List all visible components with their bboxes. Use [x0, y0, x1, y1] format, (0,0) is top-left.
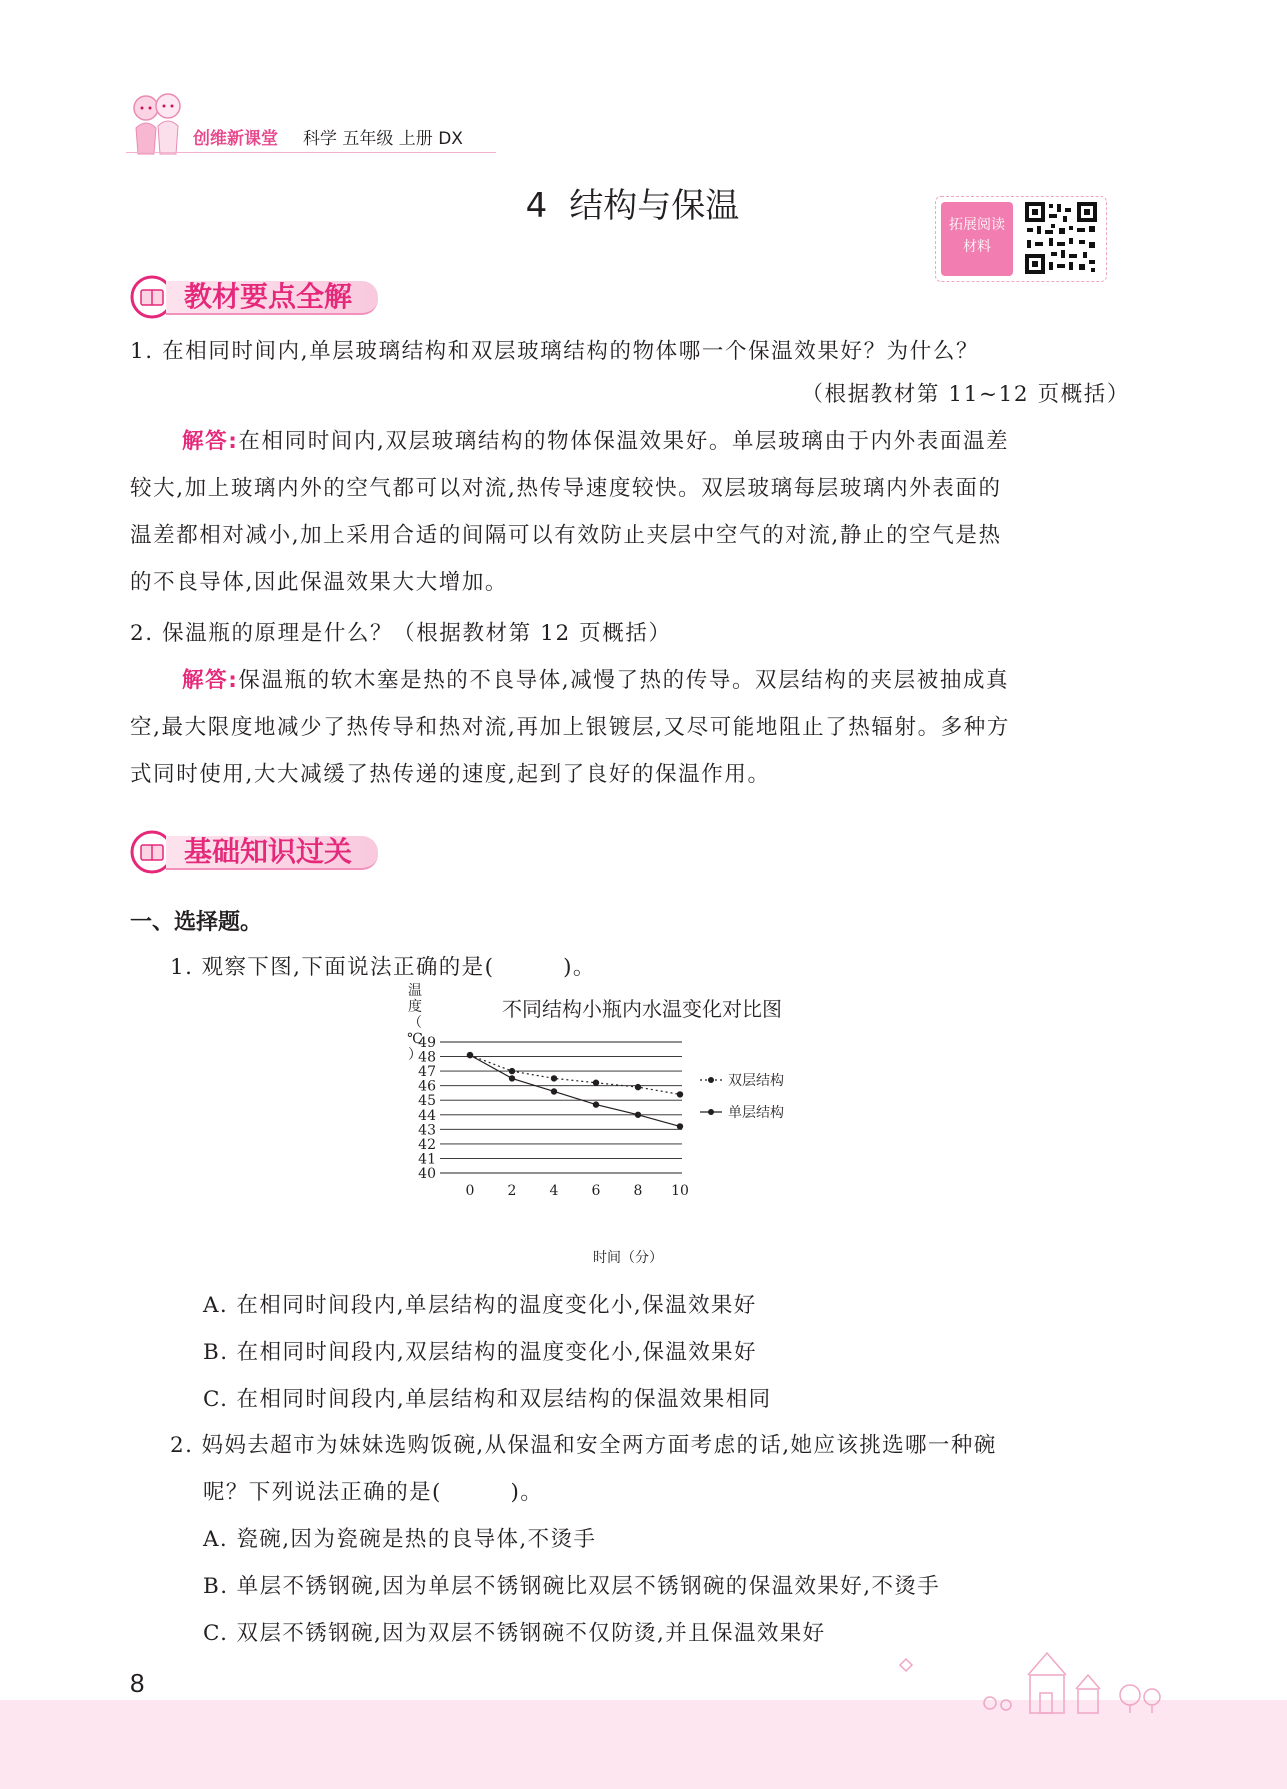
y-tick-label: 44 — [418, 1107, 436, 1124]
brand-name: 创维新课堂 — [193, 129, 278, 149]
question-text: 2. 保温瓶的原理是什么？（根据教材第 12 页概括） — [130, 621, 672, 646]
data-point — [593, 1101, 599, 1107]
y-tick-label: 48 — [418, 1049, 436, 1066]
legend-label: 单层结构 — [728, 1105, 784, 1121]
y-tick-label: 41 — [418, 1151, 436, 1168]
temperature-chart — [407, 983, 930, 1275]
option-c[interactable]: C. 双层不锈钢碗,因为双层不锈钢碗不仅防烫,并且保温效果好 — [203, 1621, 826, 1646]
answer-line: 式同时使用,大大减缓了热传递的速度,起到了良好的保温作用。 — [130, 762, 771, 787]
y-tick-label: 40 — [418, 1166, 436, 1182]
data-point — [551, 1075, 557, 1081]
chart-title: 不同结构小瓶内水温变化对比图 — [502, 997, 782, 1021]
data-point — [509, 1068, 515, 1074]
qr-label-line2: 材料 — [963, 239, 991, 255]
option-b[interactable]: B. 在相同时间段内,双层结构的温度变化小,保温效果好 — [203, 1340, 757, 1365]
question-source: （根据教材第 11~12 页概括） — [801, 382, 1130, 407]
x-tick-label: 10 — [671, 1183, 689, 1199]
option-b[interactable]: B. 单层不锈钢碗,因为单层不锈钢碗比双层不锈钢碗的保温效果好,不烫手 — [203, 1574, 941, 1599]
x-tick-label: 8 — [633, 1183, 643, 1199]
data-point — [551, 1088, 557, 1094]
x-tick-label: 0 — [465, 1183, 475, 1199]
page-number: 8 — [130, 1668, 145, 1698]
answer-line: 在相同时间内,双层玻璃结构的物体保温效果好。单层玻璃由于内外表面温差 — [238, 429, 1010, 454]
question-stem: 2. 妈妈去超市为妹妹选购饭碗,从保温和安全两方面考虑的话,她应该挑选哪一种碗 — [170, 1433, 997, 1458]
y-tick-label: 46 — [418, 1078, 436, 1095]
y-tick-label: 43 — [418, 1122, 436, 1139]
x-tick-label: 2 — [507, 1183, 517, 1199]
data-point — [509, 1075, 515, 1081]
part-heading: 一、选择题。 — [130, 910, 263, 935]
option-c[interactable]: C. 在相同时间段内,单层结构和双层结构的保温效果相同 — [203, 1387, 772, 1412]
answer-label: 解答: — [182, 429, 239, 454]
option-a[interactable]: A. 瓷碗,因为瓷碗是热的良导体,不烫手 — [203, 1527, 597, 1552]
lesson-number: 4 — [525, 186, 548, 226]
data-point — [635, 1084, 641, 1090]
y-label-char: ℃ — [407, 1031, 423, 1047]
option-a[interactable]: A. 在相同时间段内,单层结构的温度变化小,保温效果好 — [203, 1293, 757, 1318]
data-point — [635, 1112, 641, 1118]
course-info: 科学 五年级 上册 DX — [303, 129, 463, 149]
section-title: 基础知识过关 — [166, 836, 378, 870]
y-label-char: ） — [408, 1047, 422, 1063]
y-label-char: （ — [408, 1015, 422, 1031]
qr-label[interactable] — [941, 202, 1013, 276]
question-stem: 1. 观察下图,下面说法正确的是( )。 — [170, 955, 596, 980]
answer-line: 较大,加上玻璃内外的空气都可以对流,热传导速度较快。双层玻璃每层玻璃内外表面的 — [130, 476, 1002, 501]
data-point — [593, 1080, 599, 1086]
lesson-title-text: 结构与保温 — [569, 186, 740, 226]
key-question-2 — [130, 610, 1130, 798]
answer-line: 的不良导体,因此保温效果大大增加。 — [130, 570, 509, 595]
y-label-char: 温 — [408, 983, 422, 999]
x-axis-label: 时间（分） — [593, 1250, 663, 1266]
data-point — [467, 1052, 473, 1058]
question-text: 1. 在相同时间内,单层玻璃结构和双层玻璃结构的物体哪一个保温效果好？为什么？ — [130, 339, 980, 364]
mascot-icon — [126, 88, 186, 158]
header-divider — [126, 152, 496, 153]
castle-decoration-icon — [880, 1645, 1180, 1715]
series-line-2 — [470, 1055, 680, 1126]
section-title: 教材要点全解 — [166, 281, 378, 315]
y-tick-label: 45 — [418, 1093, 436, 1110]
y-label-char: 度 — [408, 999, 422, 1015]
qr-code-icon[interactable] — [1023, 200, 1099, 276]
x-tick-label: 4 — [549, 1183, 559, 1199]
y-tick-label: 49 — [418, 1035, 436, 1051]
key-question-1 — [130, 328, 1130, 606]
y-tick-label: 47 — [418, 1064, 436, 1081]
answer-label: 解答: — [182, 668, 239, 693]
answer-line: 温差都相对减小,加上采用合适的间隔可以有效防止夹层中空气的对流,静止的空气是热 — [130, 523, 1002, 548]
legend-label: 双层结构 — [728, 1073, 784, 1089]
question-stem-continued: 呢？下列说法正确的是( )。 — [203, 1480, 544, 1505]
legend-marker — [708, 1109, 714, 1115]
series-line-1 — [470, 1055, 680, 1094]
data-point — [677, 1091, 683, 1097]
data-point — [677, 1123, 683, 1129]
answer-line: 保温瓶的软木塞是热的不良导体,减慢了热的传导。双层结构的夹层被抽成真 — [238, 668, 1010, 693]
y-axis-label — [407, 983, 423, 1063]
answer-line: 空,最大限度地减少了热传导和热对流,再加上银镀层,又尽可能地阻止了热辐射。多种方 — [130, 715, 1011, 740]
qr-label-line1: 拓展阅读 — [949, 217, 1005, 233]
legend-marker — [708, 1077, 714, 1083]
x-tick-label: 6 — [591, 1183, 601, 1199]
y-tick-label: 42 — [418, 1136, 436, 1153]
